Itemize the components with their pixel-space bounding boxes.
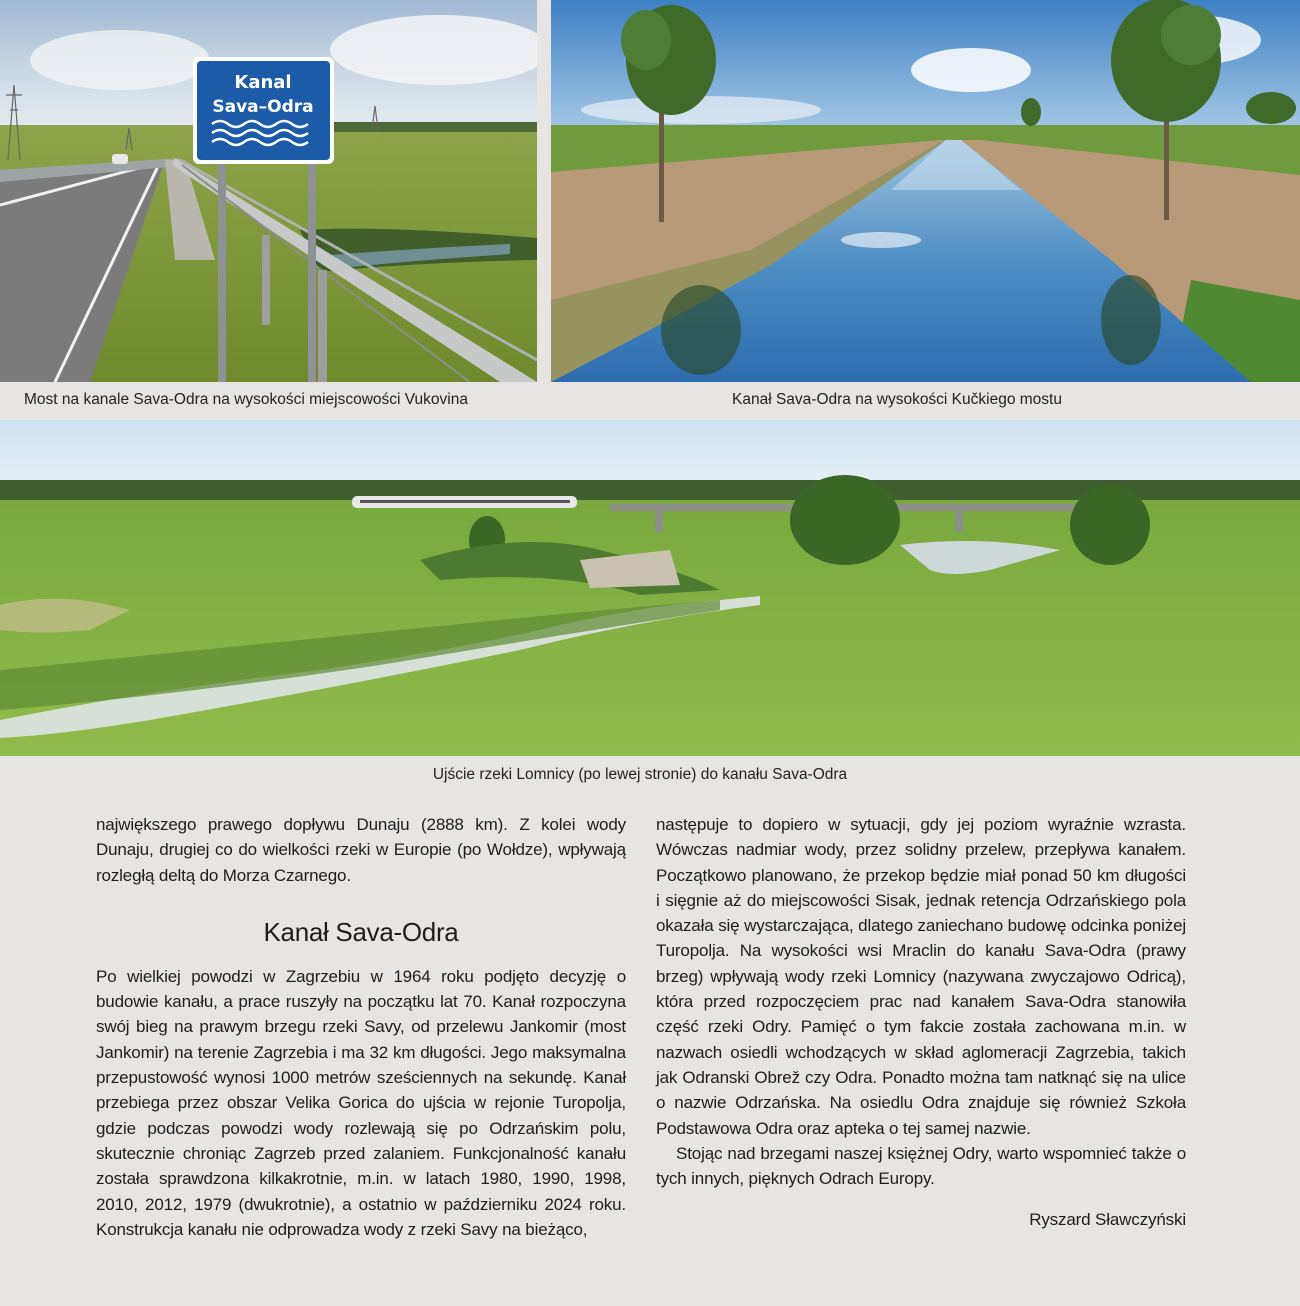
article-paragraph-2: Stojąc nad brzegami naszej księżnej Odry, warto wspomnieć także o tych innych, pięknych Odrach Europy. [656, 1143, 1186, 1189]
article-column-left [96, 812, 626, 1242]
photo-canal-kucki-bridge [551, 0, 1300, 382]
article-column-right [656, 812, 1186, 1233]
caption-bridge: Most na kanale Sava-Odra na wysokości miejscowości Vukovina [24, 391, 468, 408]
intro-paragraph: największego prawego dopływu Dunaju (2888 km). Z kolei wody Dunaju, drugiej co do wielkości rzeki w Europie (po Wołdze), wpływają rozległą deltą do Morza Czarnego. [96, 815, 626, 885]
sign-line-1: Kanal [234, 72, 292, 93]
article-paragraph-1-continued: następuje to dopiero w sytuacji, gdy jej poziom wyraźnie wzrasta. Wówczas nadmiar wody, przez solidny przelew, przepływa kanałem. Początkowo planowano, że przekop będzie miał ponad 50 km długości i sięgnie aż do miejscowości Sisak, jednak retencja Odrzańskiego pola okazała się wystarczająca, dlatego zaniechano budowę odcinka poniżej Turopolja. Na wysokości wsi Mraclin do kanału Sava-Odra (prawy brzeg) wpływają wody rzeki Lomnicy (nazywana zwyczajowo Odricą), która przed rozpoczęciem prac nad kanałem Sava-Odra stanowiła część rzeki Odry. Pamięć o tym fakcie została zachowana m.in. w nazwach osiedli wchodzących w skład aglomeracji Zagrzebia, takich jak Odranski Obrež czy Odra. Ponadto można tam natknąć się na ulice o nazwie Odrzańska. Na osiedlu Odra znajduje się również Szkoła Podstawowa Odra oraz apteka o tej samej nazwie. [656, 815, 1186, 1138]
author-signature: Ryszard Sławczyński [1029, 1210, 1186, 1230]
caption-panorama: Ujście rzeki Lomnicy (po lewej stronie) do kanału Sava-Odra [432, 766, 848, 783]
photo-lomnica-mouth-panorama [0, 420, 1300, 756]
caption-canal: Kanał Sava-Odra na wysokości Kučkiego mostu [732, 391, 1062, 408]
article-paragraph-1: Po wielkiej powodzi w Zagrzebiu w 1964 roku podjęto decyzję o budowie kanału, a prace ruszyły na początku lat 70. Kanał rozpoczyna swój bieg na prawym brzegu rzeki Savy, od przelewu Jankomir (most Jankomir) na terenie Zagrzebia i ma 32 km długości. Jego maksymalna przepustowość wynosi 1000 metrów sześciennych na sekundę. Kanał przebiega przez obszar Velika Gorica do ujścia w rejonie Turopolja, gdzie podczas powodzi wody rozlewają się po Odrzańskim polu, skutecznie chroniąc Zagrzeb przed zalaniem. Funkcjonalność kanału została sprawdzona kilkakrotnie, m.in. w latach 1980, 1990, 1998, 2010, 2012, 1979 (dwukrotnie), a ostatnio w październiku 2024 roku. Konstrukcja kanału nie odprowadza wody z rzeki Savy na bieżąco, [96, 966, 626, 1239]
section-heading: Kanał Sava-Odra [263, 916, 459, 947]
photo-bridge-vukovina [0, 0, 537, 382]
sign-line-2: Sava–Odra [212, 97, 314, 117]
